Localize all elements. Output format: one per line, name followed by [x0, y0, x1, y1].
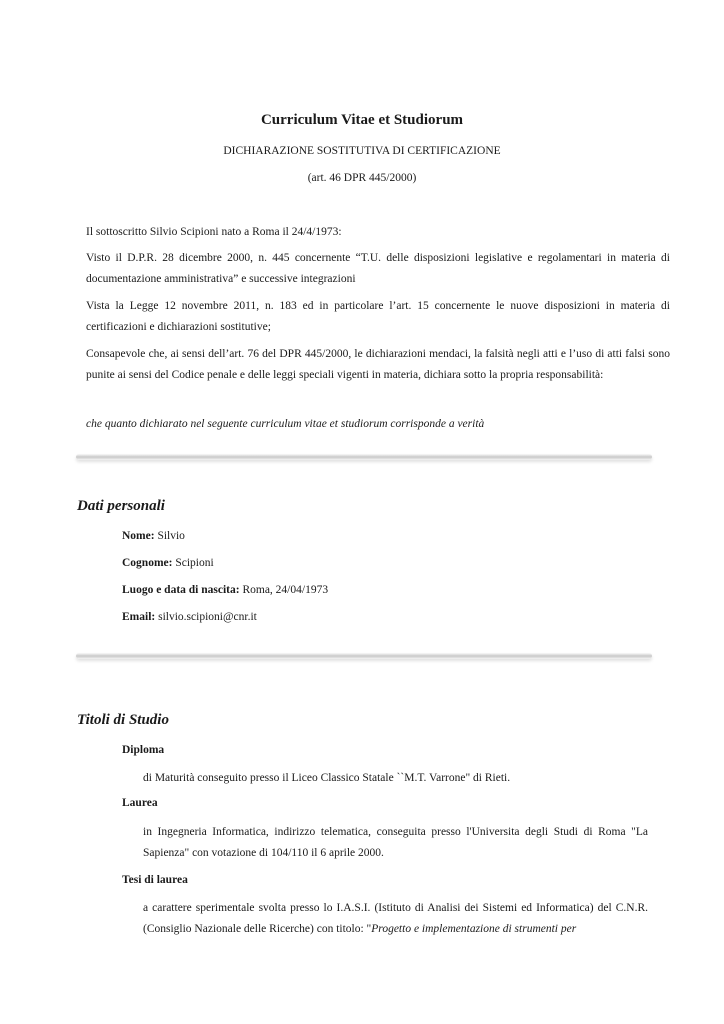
legal-reference: (art. 46 DPR 445/2000)	[307, 172, 417, 184]
field-birth-value: Roma, 24/04/1973	[242, 584, 329, 596]
thesis-label: Tesi di laurea	[122, 874, 188, 886]
thesis-text	[143, 898, 648, 940]
field-surname-label: Cognome:	[122, 557, 173, 569]
field-birth-label: Luogo e data di nascita:	[122, 584, 240, 596]
declaration-truth-statement: che quanto dichiarato nel seguente curriculum vitae et studiorum corrisponde a verità	[86, 418, 485, 430]
field-email	[122, 611, 257, 623]
declaration-consapevole: Consapevole che, ai sensi dell’art. 76 del DPR 445/2000, le dichiarazioni mendaci, la falsità negli atti e l’uso di atti falsi sono punite ai sensi del Codice penale e delle leggi speciali vigenti in materia, dichiara sotto la propria responsabilità:	[86, 348, 670, 381]
field-email-value: silvio.scipioni@cnr.it	[158, 611, 257, 623]
document-title: Curriculum Vitae et Studiorum	[260, 112, 464, 128]
studies-heading: Titoli di Studio	[77, 712, 169, 728]
field-surname	[122, 557, 214, 569]
laurea-text: in Ingegneria Informatica, indirizzo telematica, conseguita presso l'Universita degli Studi di Roma "La Sapienza" con votazione di 104/110 il 6 aprile 2000.	[143, 826, 648, 859]
diploma-label: Diploma	[122, 744, 165, 756]
section-divider	[76, 653, 652, 659]
field-email-label: Email:	[122, 611, 156, 623]
field-name-value: Silvio	[157, 530, 185, 542]
declaration-vista: Vista la Legge 12 novembre 2011, n. 183 ed in particolare l’art. 15 concernente le nuove disposizioni in materia di certificazioni e dichiarazioni sostitutive;	[86, 300, 670, 333]
diploma-text: di Maturità conseguito presso il Liceo Classico Statale ``M.T. Varrone" di Rieti.	[143, 772, 511, 784]
section-divider	[76, 454, 652, 460]
field-birth	[122, 584, 328, 596]
document-subtitle: DICHIARAZIONE SOSTITUTIVA DI CERTIFICAZIONE	[223, 145, 501, 157]
field-surname-value: Scipioni	[175, 557, 214, 569]
declaration-visto: Visto il D.P.R. 28 dicembre 2000, n. 445 concernente “T.U. delle disposizioni legislative e regolamentari in materia di documentazione amministrativa” e successive integrazioni	[86, 252, 670, 285]
field-name	[122, 530, 185, 542]
laurea-label: Laurea	[122, 797, 158, 809]
thesis-description: a carattere sperimentale svolta presso lo I.A.S.I. (Istituto di Analisi dei Sistemi ed Informatica) del C.N.R. (Consiglio Nazionale delle Ricerche) con titolo: "	[143, 902, 648, 935]
thesis-title: Progetto e implementazione di strumenti per	[371, 923, 577, 935]
personal-data-heading: Dati personali	[77, 498, 165, 514]
field-name-label: Nome:	[122, 530, 155, 542]
declaration-intro: Il sottoscritto Silvio Scipioni nato a Roma il 24/4/1973:	[86, 226, 342, 238]
